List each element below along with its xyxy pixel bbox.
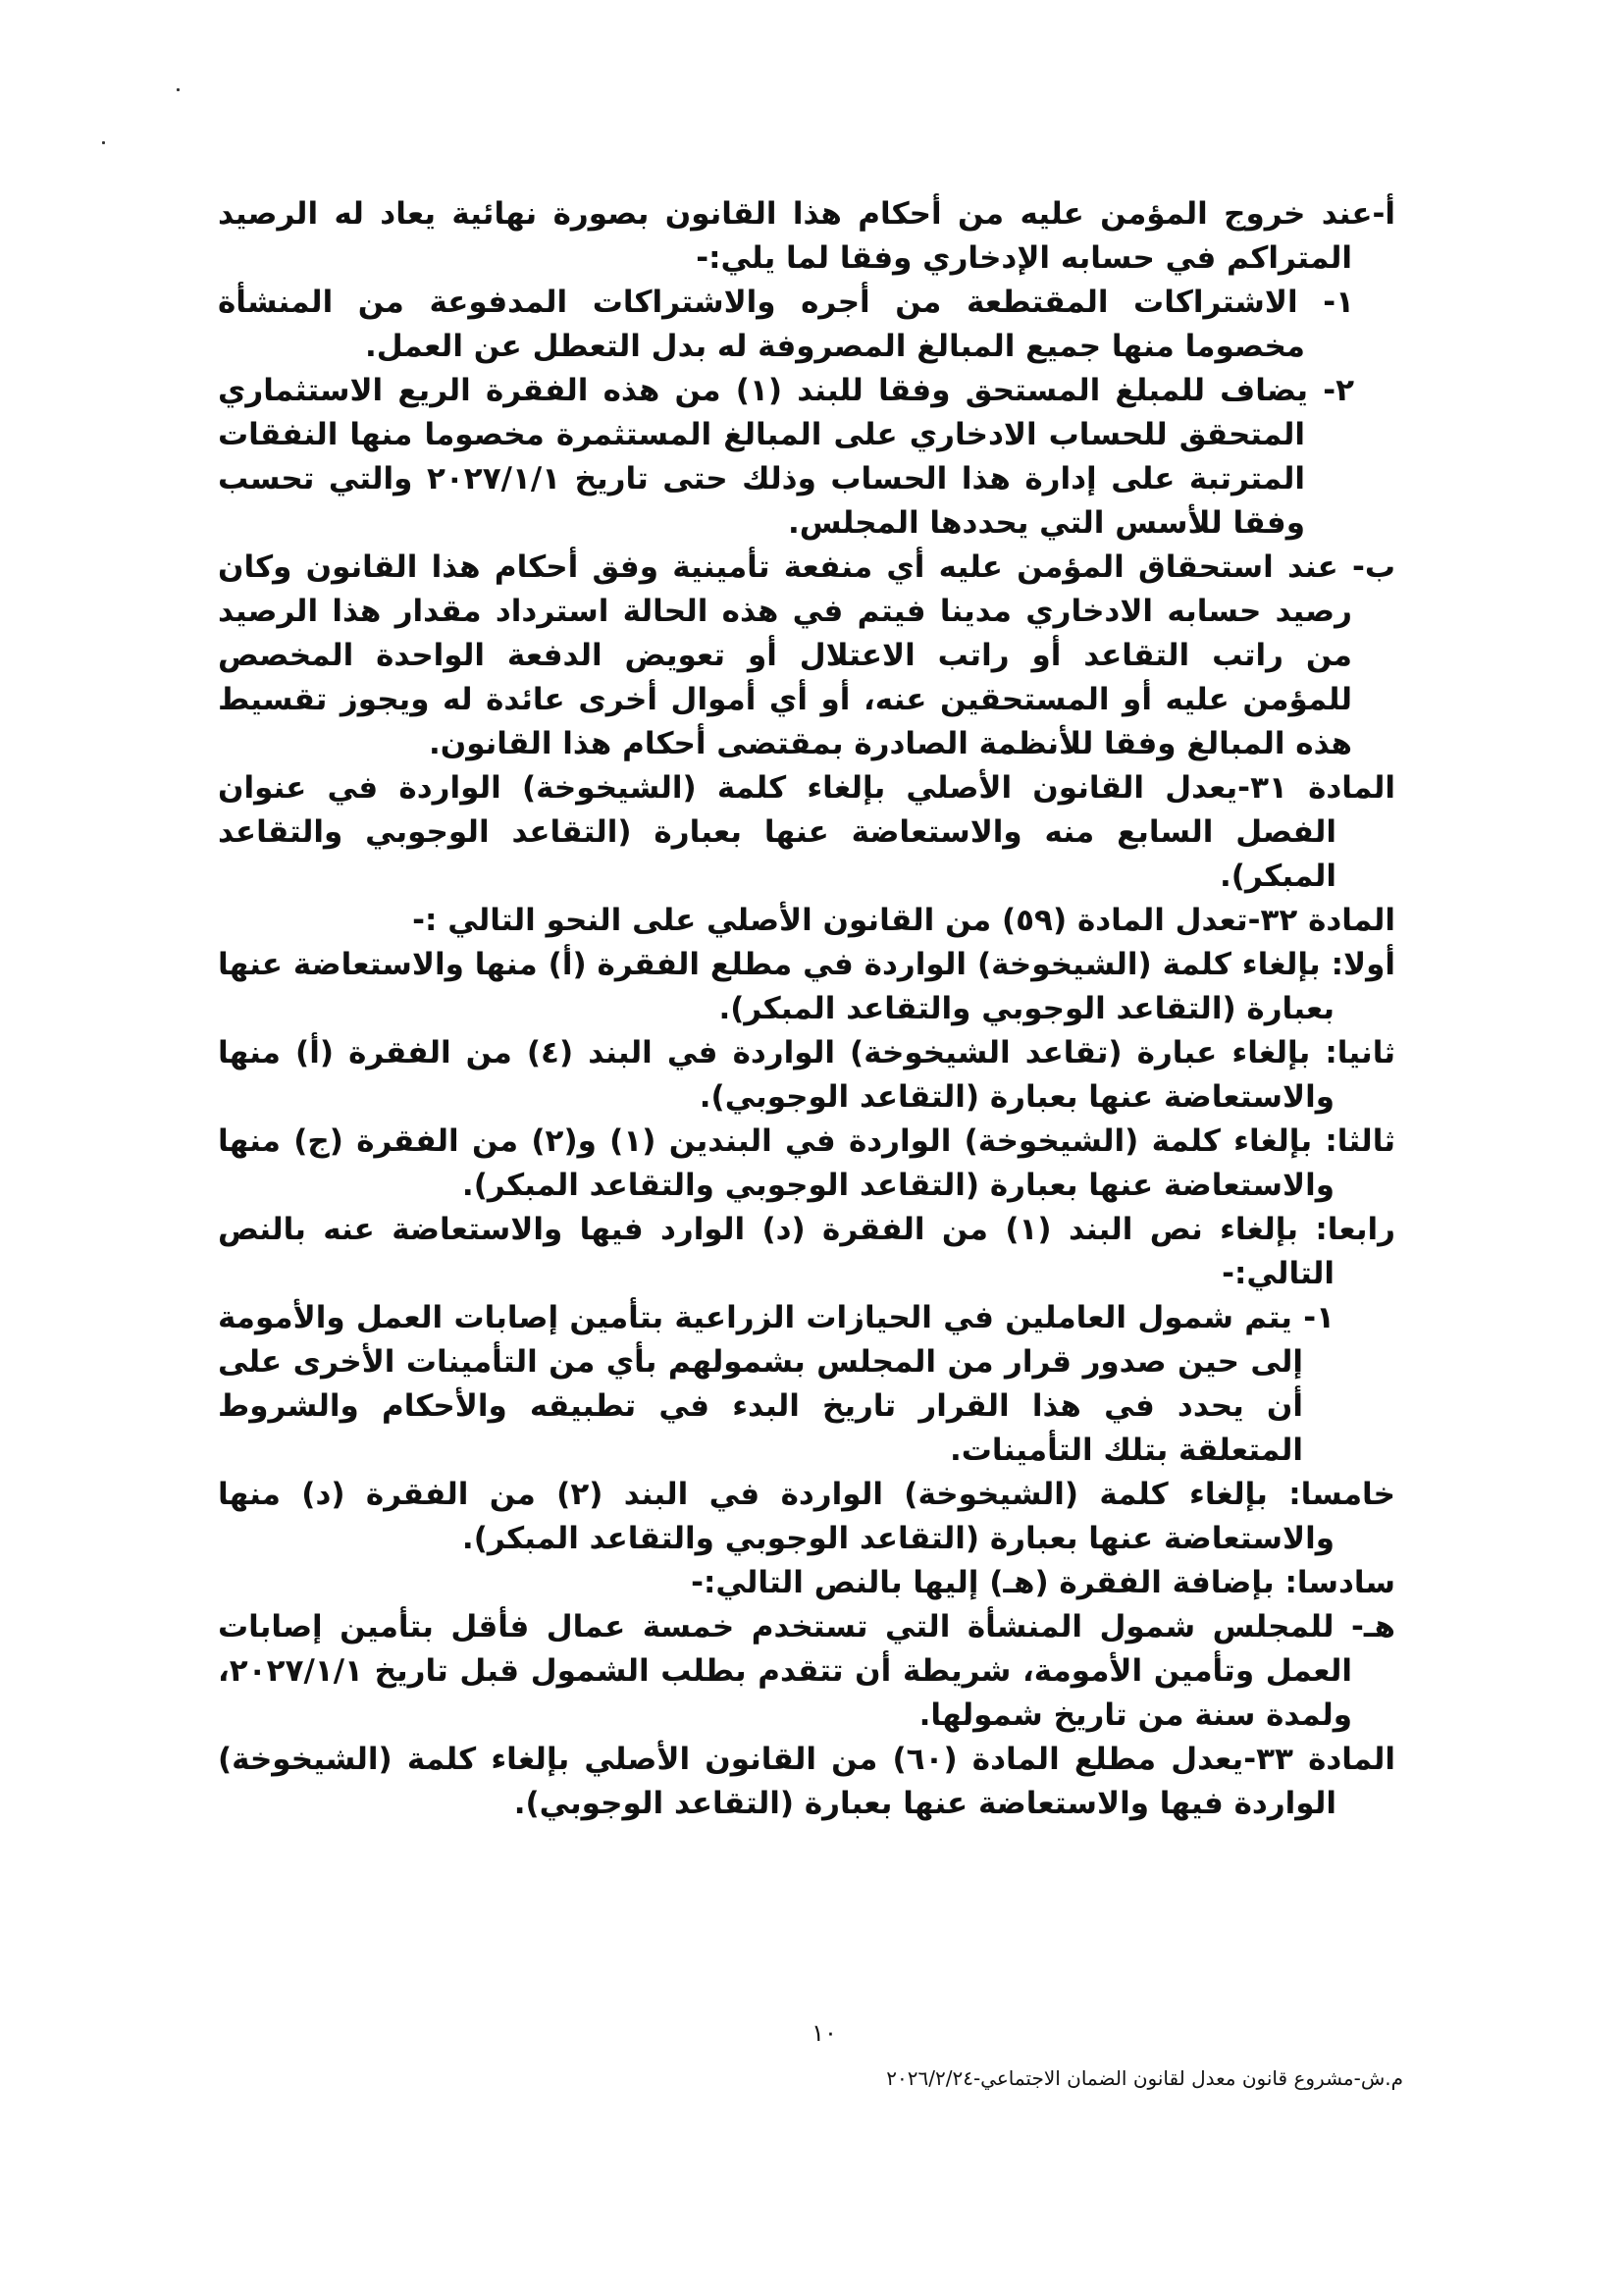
article-32-sixth: سادسا: بإضافة الفقرة (هـ) إليها بالنص التالي:- (691, 1565, 1395, 1600)
article-32-sixth-paragraph-h: هـ- للمجلس شمول المنشأة التي تستخدم خمسة عمال فأقل بتأمين إصابات العمل وتأمين الأمومة، شريطة أن تتقدم بطلب الشمول قبل تاريخ ٢٠٢٧/١/١، ولمدة سنة من تاريخ شمولها. (218, 1609, 1395, 1733)
footer-reference: م.ش-مشروع قانون معدل لقانون الضمان الاجتماعي-٢٠٢٦/٢/٢٤ (886, 2066, 1403, 2090)
article-32-second: ثانيا: بإلغاء عبارة (تقاعد الشيخوخة) الواردة في البند (٤) من الفقرة (أ) منها والاستعاضة عنها بعبارة (التقاعد الوجوبي). (218, 1035, 1395, 1115)
scan-speck (177, 88, 180, 91)
article-32: المادة ٣٢-تعدل المادة (٥٩) من القانون الأصلي على النحو التالي :- (412, 903, 1395, 938)
article-32-fifth: خامسا: بإلغاء كلمة (الشيخوخة) الواردة في البند (٢) من الفقرة (د) منها والاستعاضة عنها بعبارة (التقاعد الوجوبي والتقاعد المبكر). (218, 1477, 1395, 1556)
article-32-fourth: رابعا: بإلغاء نص البند (١) من الفقرة (د) الوارد فيها والاستعاضة عنه بالنص التالي:- (218, 1212, 1395, 1291)
paragraph-a-item-2: ٢- يضاف للمبلغ المستحق وفقا للبند (١) من هذه الفقرة الريع الاستثماري المتحقق للحساب الادخاري على المبالغ المستثمرة مخصوما منها النفقات المترتبة على إدارة هذا الحساب وذلك حتى تاريخ ٢٠٢٧/١/١ والتي تحسب وفقا للأسس التي يحددها المجلس. (218, 373, 1355, 541)
article-32-third: ثالثا: بإلغاء كلمة (الشيخوخة) الواردة في البندين (١) و(٢) من الفقرة (ج) منها والاستعاضة عنها بعبارة (التقاعد الوجوبي والتقاعد المبكر). (218, 1123, 1395, 1203)
article-33: المادة ٣٣-يعدل مطلع المادة (٦٠) من القانون الأصلي بإلغاء كلمة (الشيخوخة) الواردة فيها والاستعاضة عنها بعبارة (التقاعد الوجوبي). (218, 1742, 1395, 1821)
article-31: المادة ٣١-يعدل القانون الأصلي بإلغاء كلمة (الشيخوخة) الواردة في عنوان الفصل السابع منه والاستعاضة عنها بعبارة (التقاعد الوجوبي والتقاعد المبكر). (218, 770, 1395, 894)
scan-speck (102, 141, 105, 144)
article-32-fourth-item-1: ١- يتم شمول العاملين في الحيازات الزراعية بتأمين إصابات العمل والأمومة إلى حين صدور قرار من المجلس بشمولهم بأي من التأمينات الأخرى على أن يحدد في هذا القرار تاريخ البدء في تطبيقه والأحكام والشروط المتعلقة بتلك التأمينات. (218, 1300, 1335, 1468)
page-number: ١٠ (812, 2019, 837, 2047)
paragraph-b: ب- عند استحقاق المؤمن عليه أي منفعة تأمينية وفق أحكام هذا القانون وكان رصيد حسابه الادخاري مدينا فيتم في هذه الحالة استرداد مقدار هذا الرصيد من راتب التقاعد أو راتب الاعتلال أو تعويض الدفعة الواحدة المخصص للمؤمن عليه أو المستحقين عنه، أو أي أموال أخرى عائدة له ويجوز تقسيط هذه المبالغ وفقا للأنظمة الصادرة بمقتضى أحكام هذا القانون. (218, 549, 1395, 761)
document-body (218, 192, 1395, 1826)
paragraph-a-item-1: ١- الاشتراكات المقتطعة من أجره والاشتراكات المدفوعة من المنشأة مخصوما منها جميع المبالغ المصروفة له بدل التعطل عن العمل. (218, 285, 1354, 364)
paragraph-a: أ-عند خروج المؤمن عليه من أحكام هذا القانون بصورة نهائية يعاد له الرصيد المتراكم في حسابه الإدخاري وفقا لما يلي:- (218, 196, 1395, 276)
article-32-first: أولا: بإلغاء كلمة (الشيخوخة) الواردة في مطلع الفقرة (أ) منها والاستعاضة عنها بعبارة (التقاعد الوجوبي والتقاعد المبكر). (218, 947, 1395, 1026)
